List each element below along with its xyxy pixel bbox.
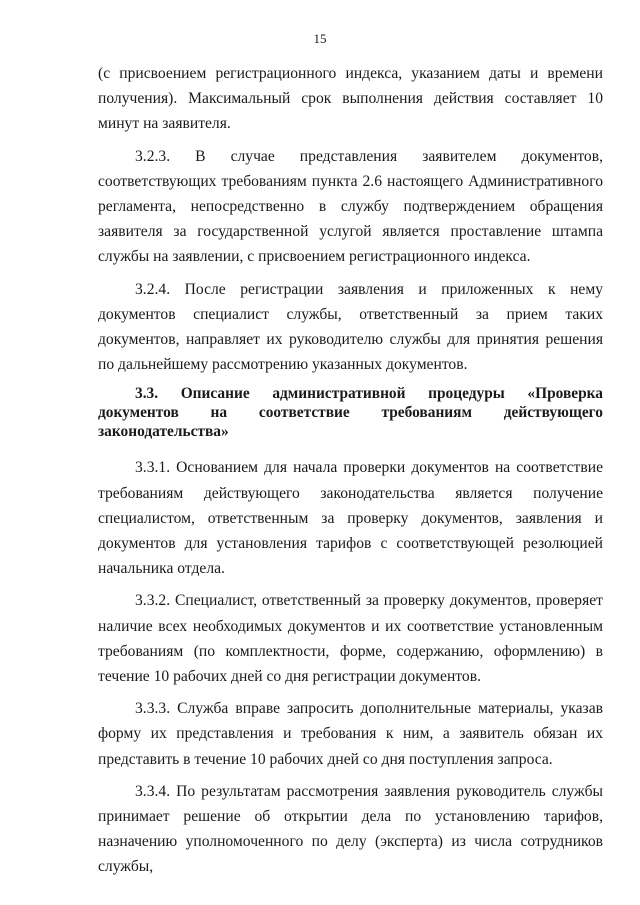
page-number: 15 <box>313 31 327 46</box>
paragraph-3-2-4: 3.2.4. После регистрации заявления и приложенных к нему документов специалист службы, ответственный за прием таких документов, направляет их руководителю службы для принятия решения по дальнейшему рассмотрению указанных документов. <box>98 280 603 374</box>
paragraph-3-3-1: 3.3.1. Основанием для начала проверки документов на соответствие требованиям действующего законодательства является получение специалистом, ответственным за проверку документов, заявления и документов для установления тарифов с соответствующей резолюцией начальника отдела. <box>98 459 603 578</box>
document-body <box>98 61 603 887</box>
section-heading-3-3: 3.3. Описание административной процедуры «Проверка документов на соответствие требованиям действующего законодательства» <box>98 385 603 441</box>
paragraph-continuation: (с присвоением регистрационного индекса, указанием даты и времени получения). Максимальный срок выполнения действия составляет 10 минут на заявителя. <box>98 65 603 133</box>
paragraph-3-3-3: 3.3.3. Служба вправе запросить дополнительные материалы, указав форму их представления и требования к ним, а заявитель обязан их представить в течение 10 рабочих дней со дня поступления запроса. <box>98 700 603 768</box>
paragraph-3-3-4: 3.3.4. По результатам рассмотрения заявления руководитель службы принимает решение об открытии дела по установлению тарифов, назначению уполномоченного по делу (эксперта) из числа сотрудников службы, <box>98 782 603 876</box>
paragraph-3-3-2: 3.3.2. Специалист, ответственный за проверку документов, проверяет наличие всех необходимых документов и их соответствие установленным требованиям (по комплектности, форме, содержанию, оформлению) в течение 10 рабочих дней со дня регистрации документов. <box>98 592 603 686</box>
paragraph-3-2-3: 3.2.3. В случае представления заявителем документов, соответствующих требованиям пункта 2.6 настоящего Административного регламента, непосредственно в службу подтверждением обращения заявителя за государственной услугой является проставление штампа службы на заявлении, с присвоением регистрационного индекса. <box>98 147 603 266</box>
